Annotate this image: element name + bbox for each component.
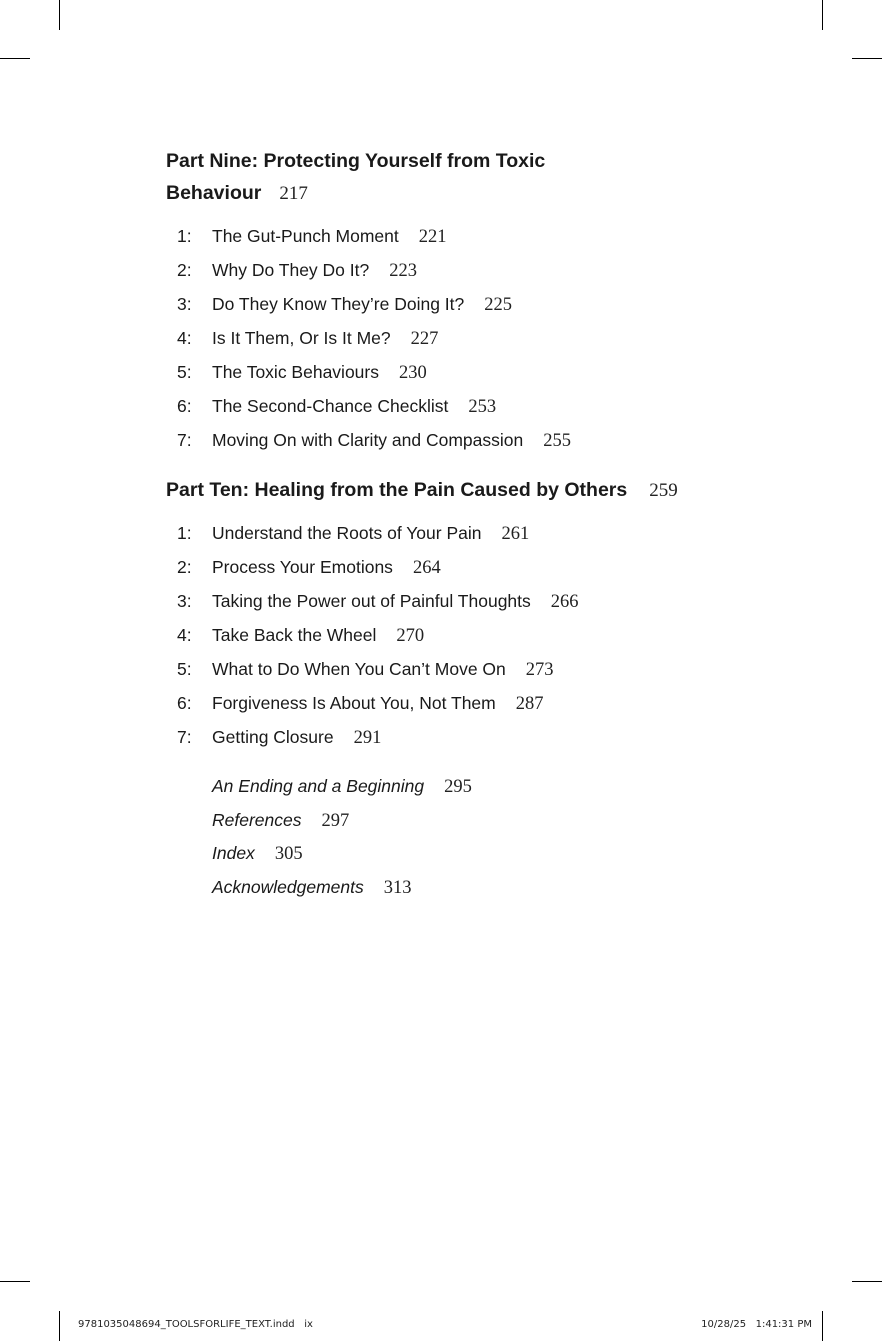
page-number: 305 (274, 844, 303, 865)
crop-mark-left-bottom (0, 1281, 30, 1282)
back-matter-entry: Acknowledgements 313 (212, 877, 412, 899)
page-number: 273 (525, 660, 554, 680)
page-number: 261 (501, 524, 530, 544)
chapter-title: The Toxic Behaviours 230 (212, 362, 427, 383)
part-ten (166, 474, 786, 754)
chapter-number: 2: (177, 557, 192, 577)
slug-file-info: 9781035048694_TOOLSFORLIFE_TEXT.indd ix (78, 1319, 313, 1330)
chapter-number: 4: (177, 625, 192, 645)
chapter-number: 1: (177, 226, 192, 246)
chapter-title: Why Do They Do It? 223 (212, 260, 417, 281)
back-matter-list (166, 770, 786, 905)
chapter-number: 3: (177, 591, 192, 611)
chapter-title: Take Back the Wheel 270 (212, 625, 425, 646)
page-number: 264 (412, 558, 441, 578)
chapter-title: Forgiveness Is About You, Not Them 287 (212, 693, 544, 714)
part-heading-line: Part Nine: Protecting Yourself from Toxic (166, 150, 546, 172)
chapter-entry (166, 584, 786, 618)
crop-mark-left-top (0, 58, 30, 59)
chapter-title: Understand the Roots of Your Pain 261 (212, 523, 530, 544)
chapter-title: Moving On with Clarity and Compassion 255 (212, 430, 571, 451)
chapter-title: Do They Know They’re Doing It? 225 (212, 294, 513, 315)
chapter-entry (166, 618, 786, 652)
chapter-number: 1: (177, 523, 192, 543)
chapter-entry (166, 321, 786, 355)
page-number: 221 (418, 227, 447, 247)
page-number: 253 (468, 397, 497, 417)
chapter-list (166, 219, 786, 457)
page-number: 227 (410, 329, 439, 349)
page-number: 270 (396, 626, 425, 646)
page-number: 287 (515, 694, 544, 714)
chapter-title: The Gut-Punch Moment 221 (212, 226, 447, 247)
page-number: 259 (649, 480, 678, 501)
chapter-entry (166, 720, 786, 754)
crop-mark-top-right (822, 0, 823, 30)
chapter-title: Getting Closure 291 (212, 727, 382, 748)
chapter-number: 6: (177, 693, 192, 713)
slug-timestamp: 10/28/25 1:41:31 PM (701, 1319, 812, 1330)
chapter-number: 3: (177, 294, 192, 314)
chapter-number: 4: (177, 328, 192, 348)
page-number: 297 (321, 810, 350, 831)
chapter-number: 5: (177, 659, 192, 679)
chapter-list (166, 516, 786, 754)
chapter-title: Process Your Emotions 264 (212, 557, 441, 578)
page-number: 230 (399, 363, 427, 383)
page-number: 225 (484, 295, 513, 315)
part-nine (166, 145, 786, 457)
chapter-title: Is It Them, Or Is It Me? 227 (212, 328, 439, 349)
chapter-entry (166, 686, 786, 720)
chapter-number: 5: (177, 362, 192, 382)
part-heading-line: Behaviour 217 (166, 182, 308, 204)
chapter-entry (166, 253, 786, 287)
chapter-number: 6: (177, 396, 192, 416)
back-matter-entry: Index 305 (212, 843, 303, 865)
crop-mark-bottom-left (59, 1311, 60, 1341)
chapter-number: 2: (177, 260, 192, 280)
chapter-entry (166, 652, 786, 686)
chapter-number: 7: (177, 430, 192, 450)
part-heading (166, 145, 786, 209)
chapter-entry (166, 355, 786, 389)
crop-mark-bottom-right (822, 1311, 823, 1341)
page-number: 217 (279, 183, 308, 204)
chapter-entry (166, 287, 786, 321)
chapter-entry (166, 219, 786, 253)
chapter-number: 7: (177, 727, 192, 747)
page-number: 223 (389, 261, 417, 281)
chapter-entry (166, 516, 786, 550)
page-number: 255 (543, 431, 571, 451)
table-of-contents (166, 145, 786, 905)
back-matter-entry: An Ending and a Beginning 295 (212, 776, 472, 797)
crop-mark-right-bottom (852, 1281, 882, 1282)
page-number: 295 (444, 777, 472, 797)
page-number: 313 (383, 878, 412, 899)
chapter-title: Taking the Power out of Painful Thoughts 266 (212, 591, 579, 612)
crop-mark-top-left (59, 0, 60, 30)
spacer (166, 457, 786, 474)
back-matter-entry: References 297 (212, 809, 350, 831)
crop-mark-right-top (852, 58, 882, 59)
chapter-title: The Second-Chance Checklist 253 (212, 396, 497, 417)
chapter-entry (166, 423, 786, 457)
chapter-title: What to Do When You Can’t Move On 273 (212, 659, 554, 680)
part-heading-line: Part Ten: Healing from the Pain Caused by Others 259 (166, 479, 678, 501)
part-heading (166, 474, 786, 506)
chapter-entry (166, 389, 786, 423)
page-number: 291 (353, 728, 382, 748)
page-number: 266 (550, 592, 579, 612)
chapter-entry (166, 550, 786, 584)
